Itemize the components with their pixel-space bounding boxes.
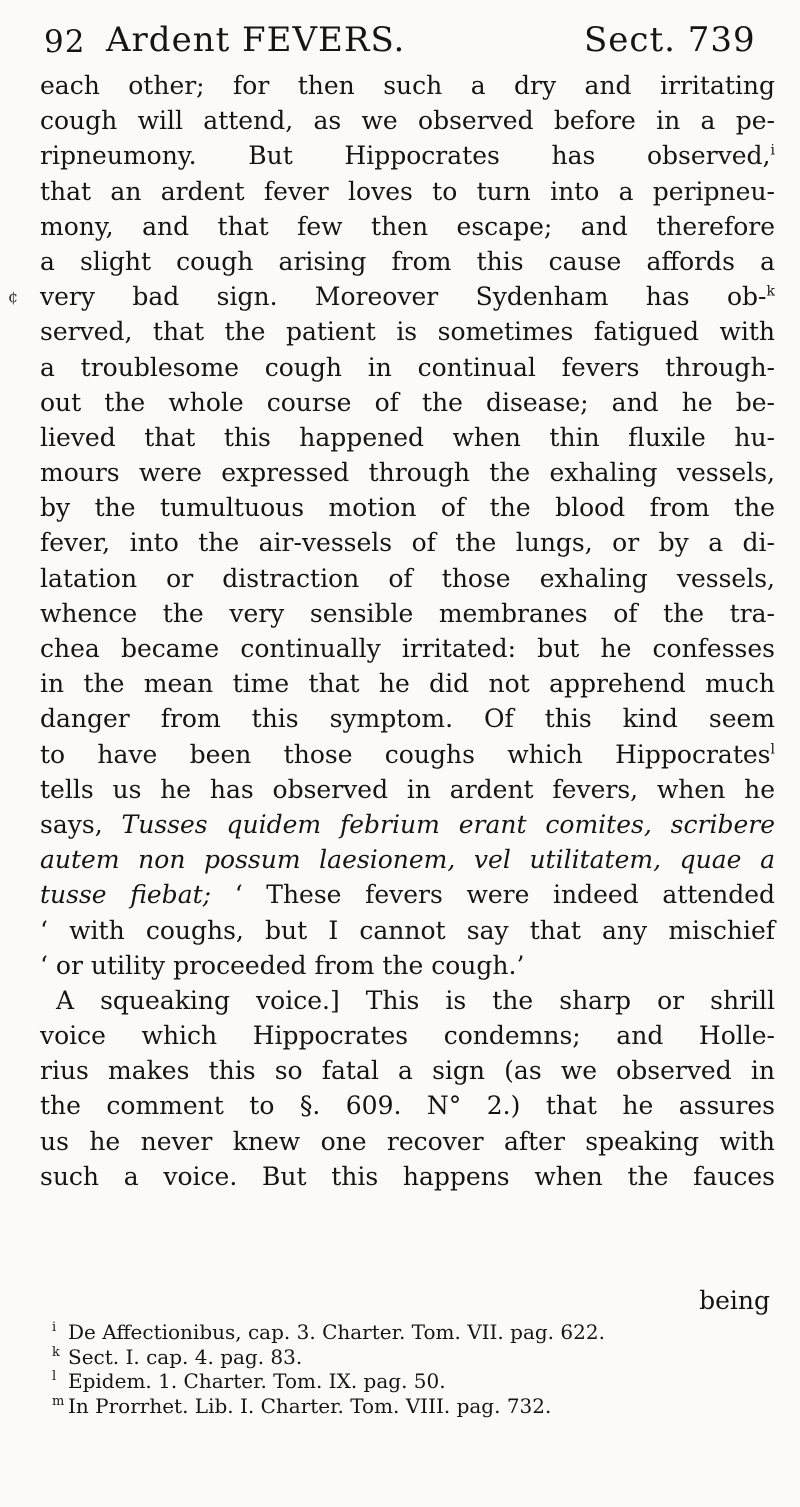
translation: These fevers were indeed attended bbox=[266, 880, 776, 910]
footnotes bbox=[52, 1320, 772, 1418]
text-line: very bad sign. Moreover Sydenham has ob-$^k$ bbox=[40, 282, 775, 312]
text-line: says, Tusses quidem febrium erant comites, scribere bbox=[40, 809, 775, 839]
text-line: to have been those coughs which Hippocrates$^l$ bbox=[40, 739, 775, 769]
text-line: voice which Hippocrates condemns; and Holle- bbox=[40, 1021, 775, 1051]
text-line: autem non possum laesionem, vel utilitatem, quae a bbox=[40, 845, 775, 875]
text-line: rius makes this so fatal a sign (as we observed in bbox=[40, 1056, 775, 1086]
text-line: cough will attend, as we observed before in a pe- bbox=[40, 106, 775, 136]
text-line: danger from this symptom. Of this kind seem bbox=[40, 704, 775, 734]
text-line: a slight cough arising from this cause affords a bbox=[40, 246, 775, 276]
catchword: being bbox=[699, 1286, 770, 1315]
footnote-ref: k bbox=[766, 283, 775, 300]
text-line: tells us he has observed in ardent fevers, when he bbox=[40, 774, 775, 804]
page-number: 92 bbox=[44, 24, 86, 60]
text-line: a troublesome cough in continual fevers through- bbox=[40, 352, 775, 382]
text-line: lieved that this happened when thin fluxile hu- bbox=[40, 422, 775, 452]
margin-mark: ¢ bbox=[8, 287, 19, 306]
text-line: such a voice. But this happens when the fauces bbox=[40, 1161, 775, 1191]
text-line: tusse fiebat; ‘ These fevers were indeed attended bbox=[40, 880, 776, 910]
footnote: i De Affectionibus, cap. 3. Charter. Tom. VII. pag. 622. bbox=[52, 1320, 605, 1344]
latin-quote: quae a bbox=[679, 845, 775, 875]
text-line: in the mean time that he did not apprehend much bbox=[40, 669, 775, 699]
body-text bbox=[40, 68, 775, 1194]
text-line: out the whole course of the disease; and he be- bbox=[40, 387, 775, 417]
footnote: l Epidem. 1. Charter. Tom. IX. pag. 50. bbox=[52, 1369, 446, 1393]
footnote-ref: i bbox=[770, 143, 775, 160]
text-line: ‘ with coughs, but I cannot say that any mischief bbox=[40, 915, 775, 945]
text-line: mours were expressed through the exhaling vessels, bbox=[40, 458, 775, 488]
footnote: k Sect. I. cap. 4. pag. 83. bbox=[52, 1344, 303, 1369]
text-line: the comment to §. 609. N° 2.) that he assures bbox=[40, 1091, 775, 1121]
text-line: mony, and that few then escape; and therefore bbox=[40, 211, 775, 241]
text-line: served, that the patient is sometimes fatigued with bbox=[40, 317, 775, 347]
text-line: whence the very sensible membranes of the tra- bbox=[40, 598, 775, 628]
text-line: that an ardent fever loves to turn into a peripneu- bbox=[40, 176, 775, 206]
latin-quote: Tusses quidem febrium erant comites, scribere bbox=[121, 809, 775, 839]
running-header bbox=[44, 20, 764, 70]
running-title: Ardent FEVERS. bbox=[106, 20, 406, 60]
text-line: fever, into the air-vessels of the lungs, or by a di- bbox=[40, 528, 775, 558]
text-line: A squeaking voice.] This is the sharp or shrill bbox=[56, 985, 775, 1015]
section-number: Sect. 739 bbox=[584, 20, 756, 60]
footnote: m In Prorrhet. Lib. I. Charter. Tom. VIII. pag. 732. bbox=[52, 1393, 552, 1418]
text-line: ripneumony. But Hippocrates has observed,$^i$ bbox=[40, 141, 775, 171]
text-line: us he never knew one recover after speaking with bbox=[40, 1126, 775, 1156]
text-line: latation or distraction of those exhaling vessels, bbox=[40, 563, 775, 593]
text-line: chea became continually irritated: but he confesses bbox=[40, 634, 775, 663]
footnote-ref: l bbox=[770, 741, 775, 758]
text-line: ‘ or utility proceeded from the cough.’ bbox=[40, 950, 525, 980]
text-line: each other; for then such a dry and irritating bbox=[40, 71, 775, 100]
text-line: by the tumultuous motion of the blood from the bbox=[40, 493, 775, 523]
